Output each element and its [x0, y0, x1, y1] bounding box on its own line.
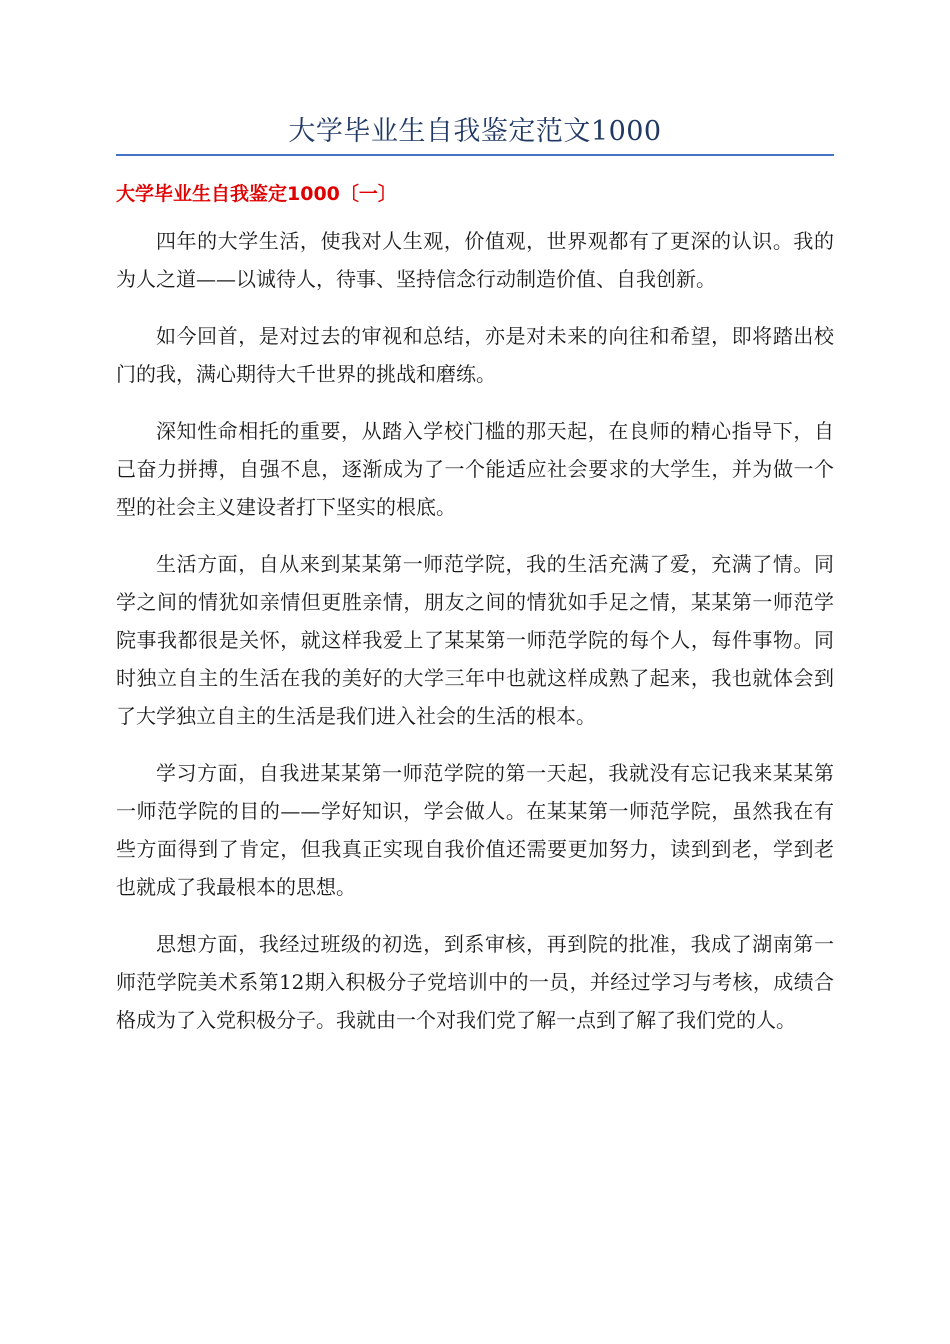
section-heading: 大学毕业生自我鉴定1000〔一〕	[116, 183, 397, 205]
body-text	[116, 222, 834, 1058]
paragraph: 生活方面，自从来到某某第一师范学院，我的生活充满了爱，充满了情。同学之间的情犹如亲情但更胜亲情，朋友之间的情犹如手足之情，某某第一师范学院事我都很是关怀，就这样我爱上了某某第一师范学院的每个人，每件事物。同时独立自主的生活在我的美好的大学三年中也就这样成熟了起来，我也就体会到了大学独立自主的生活是我们进入社会的生活的根本。	[116, 552, 834, 728]
title-underline	[116, 154, 834, 156]
paragraph: 如今回首，是对过去的审视和总结，亦是对未来的向往和希望，即将踏出校门的我，满心期待大千世界的挑战和磨练。	[116, 324, 834, 386]
paragraph: 思想方面，我经过班级的初选，到系审核，再到院的批准，我成了湖南第一师范学院美术系第12期入积极分子党培训中的一员，并经过学习与考核，成绩合格成为了入党积极分子。我就由一个对我们党了解一点到了解了我们党的人。	[116, 932, 834, 1032]
paragraph: 四年的大学生活，使我对人生观，价值观，世界观都有了更深的认识。我的为人之道——以诚待人，待事、坚持信念行动制造价值、自我创新。	[116, 229, 834, 291]
paragraph: 学习方面，自我进某某第一师范学院的第一天起，我就没有忘记我来某某第一师范学院的目的——学好知识，学会做人。在某某第一师范学院，虽然我在有些方面得到了肯定，但我真正实现自我价值还需要更加努力，读到到老，学到老也就成了我最根本的思想。	[116, 761, 834, 899]
paragraph: 深知性命相托的重要，从踏入学校门槛的那天起，在良师的精心指导下，自己奋力拼搏，自强不息，逐渐成为了一个能适应社会要求的大学生，并为做一个型的社会主义建设者打下坚实的根底。	[116, 419, 834, 519]
document-title: 大学毕业生自我鉴定范文1000	[288, 116, 662, 147]
